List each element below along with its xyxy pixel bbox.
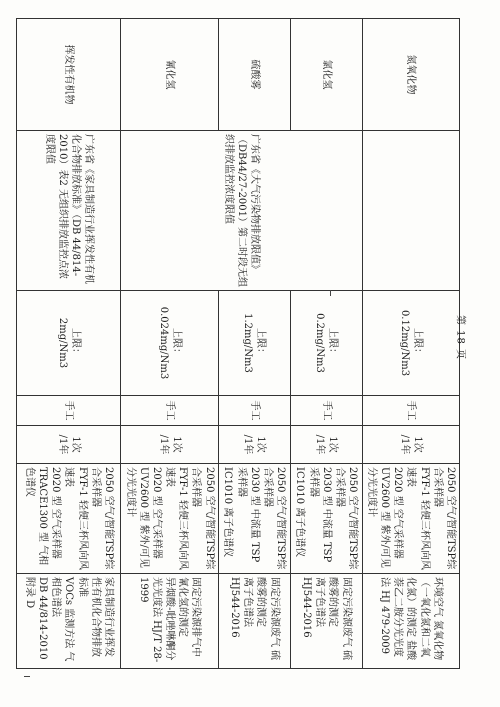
instrument-line: 2050 空气/智能TSP综合采样器 — [190, 467, 215, 570]
limit-value: 1.2mg/Nm3 — [242, 313, 254, 373]
method-cell: 手工 — [17, 396, 121, 426]
regulation-cell — [362, 131, 459, 291]
standard-line: 固定污染源排气中氰化氢的测定 — [177, 577, 202, 657]
limit-label: 上限： — [70, 328, 82, 358]
standard-line: 固定污染源废气 硫酸雾的测定 — [255, 577, 280, 661]
standard-cell — [17, 574, 121, 669]
frequency-period: /1年 — [398, 434, 410, 455]
frequency-cell — [362, 426, 459, 464]
instrument-cell — [17, 464, 121, 574]
limit-value: 0.024mg/Nm3 — [157, 306, 169, 380]
instrument-line: FYF-1 轻便三杯风向风速表 — [405, 467, 430, 570]
standard-cell — [290, 574, 362, 669]
rotated-table-container — [23, 18, 460, 668]
pollutant-cell: 氮氧化物 — [362, 19, 459, 131]
frequency-cell — [290, 426, 362, 464]
instrument-line: FYF-1 轻便三杯风向风速表 — [164, 467, 189, 570]
page-number: 第 18 页 — [454, 314, 466, 361]
pollutant-cell: 硫酸雾 — [218, 19, 290, 131]
instrument-line: 2030 型 中流量 TSP 采样器 — [307, 467, 332, 563]
frequency-cell — [218, 426, 290, 464]
instrument-line: 2050 空气/智能TSP综合采样器 — [431, 467, 456, 570]
pollutant-cell: 氯化氢 — [290, 19, 362, 131]
method-cell: 手工 — [121, 396, 218, 426]
pollutant-cell: 挥发性有机物 — [17, 19, 121, 131]
table-row — [121, 19, 218, 669]
standard-line: 离子色谱法 HJ544-2016 — [301, 577, 326, 638]
limit-label: 上限： — [255, 328, 267, 358]
pollutant-cell: 氰化氢 — [121, 19, 218, 131]
method-cell: 手工 — [362, 396, 459, 426]
instrument-line: UV2600 型 紫外/可见分光光度计 — [365, 467, 391, 568]
standard-line: 异烟酸-吡唑啉酮分光光度法 HJ/T 28-1999 — [137, 577, 176, 663]
frequency-count: 1次 — [412, 436, 424, 453]
scan-mark — [330, 290, 331, 296]
limit-label: 上限： — [327, 328, 339, 358]
instrument-line: 2020 型 空气采样器 — [392, 467, 404, 559]
limit-label: 上限： — [412, 328, 424, 358]
standard-line: DB 44/814-2010 附录 D — [23, 577, 49, 660]
instrument-cell — [362, 464, 459, 574]
instrument-cell — [121, 464, 218, 574]
frequency-cell — [121, 426, 218, 464]
limit-cell — [290, 291, 362, 396]
standard-line: 环境空气 氮氧化物（一氧化氮和二氧化氮）的测定 盐酸萘乙二胺分光光度法 HJ 479-2009 — [379, 577, 443, 661]
instrument-line: 2020 型 空气采样器 — [50, 467, 62, 559]
standard-line: 家具制造行业挥发性有机化合物排放标准 — [76, 577, 115, 657]
frequency-count: 1次 — [170, 436, 182, 453]
instrument-line: FYF-1 轻便三杯风向风速表 — [63, 467, 88, 570]
frequency-count: 1次 — [70, 436, 82, 453]
limit-value: 0.2mg/Nm3 — [314, 313, 326, 373]
monitoring-table — [16, 18, 460, 669]
limit-cell — [218, 291, 290, 396]
table-row — [17, 19, 121, 669]
method-cell: 手工 — [290, 396, 362, 426]
frequency-count: 1次 — [327, 436, 339, 453]
instrument-line: IC1010 离子色谱仪 — [222, 467, 234, 558]
table-row — [218, 19, 290, 669]
limit-value: 2mg/Nm3 — [56, 317, 68, 369]
standard-cell — [362, 574, 459, 669]
instrument-line: TRACE1300 型 气相色谱仪 — [23, 467, 49, 566]
instrument-line: 2030 型 中流量 TSP 采样器 — [235, 467, 260, 563]
instrument-line: IC1010 离子色谱仪 — [294, 467, 306, 558]
limit-cell — [17, 291, 121, 396]
standard-cell — [218, 574, 290, 669]
limit-cell — [362, 291, 459, 396]
limit-value: 0.12mg/Nm3 — [398, 309, 410, 377]
standard-cell — [121, 574, 218, 669]
frequency-period: /1年 — [56, 434, 68, 455]
instrument-line: 2050 空气/智能TSP综合采样器 — [89, 467, 115, 570]
limit-label: 上限： — [170, 328, 182, 358]
frequency-period: /1年 — [314, 434, 326, 455]
instrument-cell — [290, 464, 362, 574]
regulation-cell: 广东省《家具制造行业挥发性有机化合物排放标准》（DB 44/814-2010）表2 无组织排放监控点浓度限值 — [17, 131, 121, 291]
table-row — [362, 19, 459, 669]
regulation-cell-merged: 广东省《大气污染物排放限值》（DB44/27-2001）第二时段无组织排放监控浓度限值 — [121, 131, 362, 291]
frequency-period: /1年 — [242, 434, 254, 455]
method-cell: 手工 — [218, 396, 290, 426]
frequency-count: 1次 — [255, 436, 267, 453]
instrument-line: 2050 空气/智能TSP综合采样器 — [261, 467, 287, 570]
scan-mark — [24, 676, 30, 677]
instrument-cell — [218, 464, 290, 574]
instrument-line: UV2600 型 紫外/可见分光光度计 — [124, 467, 149, 568]
standard-line: VOCs 监测方法 气相色谱法 — [50, 577, 75, 662]
table-row — [290, 19, 362, 669]
frequency-cell — [17, 426, 121, 464]
limit-cell — [121, 291, 218, 396]
instrument-line: 2020 型 空气采样器 — [150, 467, 162, 559]
standard-line: 固定污染源废气 硫酸雾的测定 — [327, 577, 352, 661]
standard-line: 离子色谱法 HJ544-2016 — [229, 577, 254, 638]
instrument-line: 2050 空气/智能TSP综合采样器 — [333, 467, 359, 570]
frequency-period: /1年 — [157, 434, 169, 455]
